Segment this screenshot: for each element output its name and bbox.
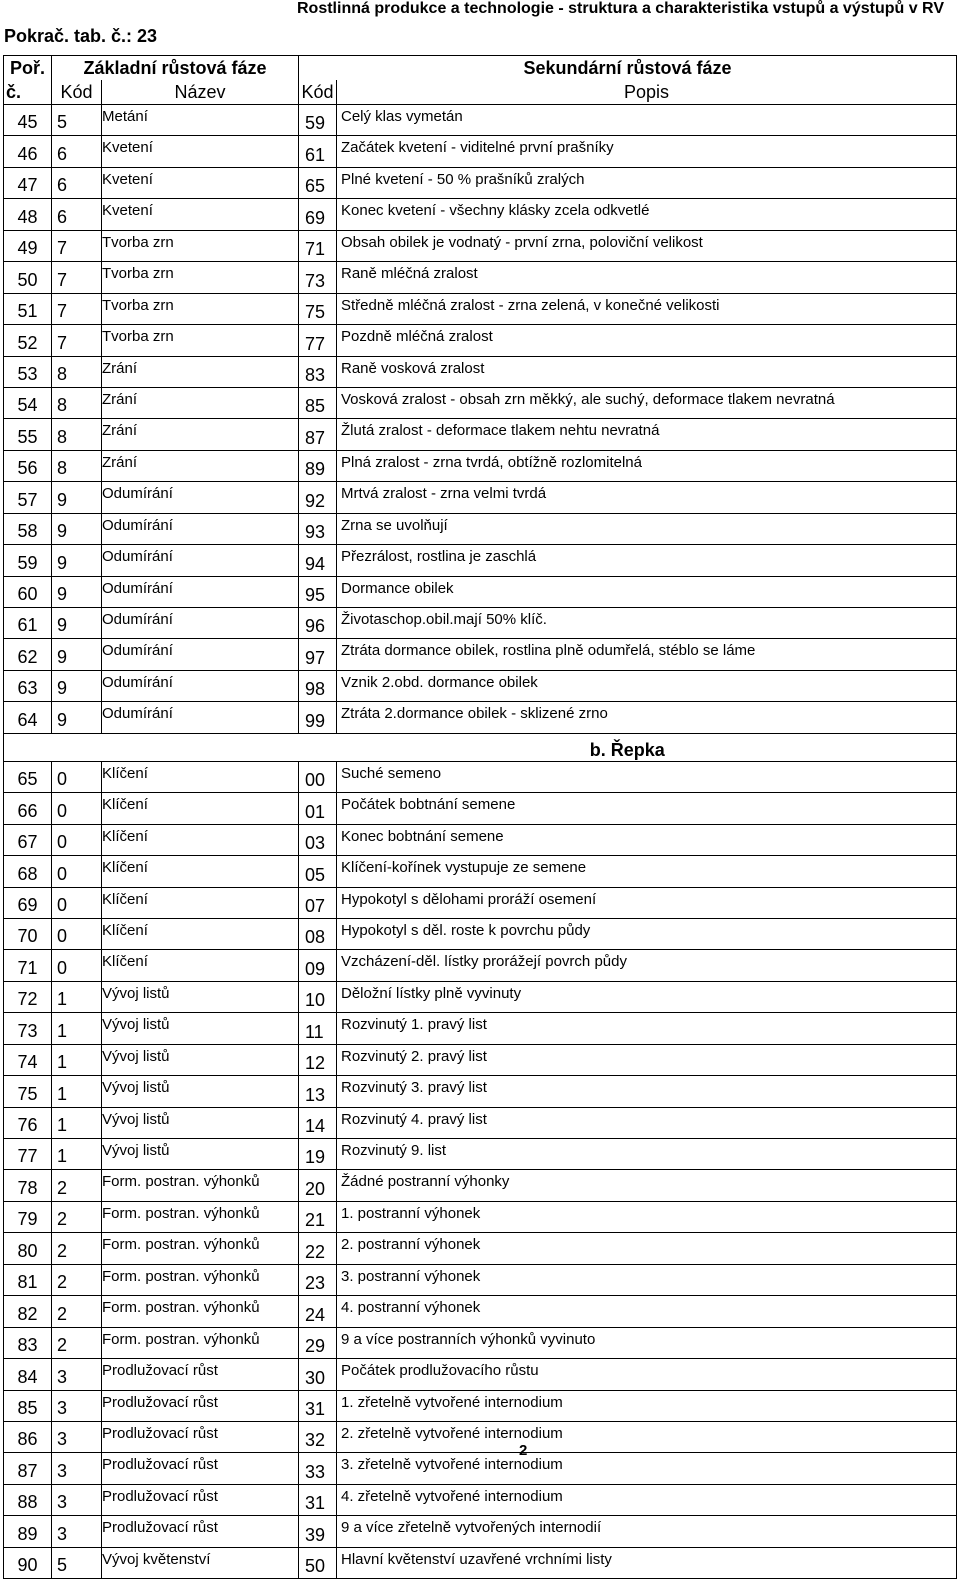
- section-title: b. Řepka: [299, 733, 957, 761]
- secondary-description: Rozvinutý 9. list: [337, 1139, 957, 1170]
- secondary-code: 23: [299, 1264, 337, 1295]
- table-row: [4, 1453, 957, 1484]
- phase-name: Klíčení: [102, 856, 299, 887]
- table-row: [4, 981, 957, 1012]
- secondary-code: 33: [299, 1453, 337, 1484]
- table-row: [4, 1201, 957, 1232]
- row-number: 64: [4, 702, 52, 733]
- table-row: [4, 230, 957, 261]
- secondary-code: 85: [299, 387, 337, 418]
- phase-code: 9: [52, 608, 102, 639]
- row-number: 63: [4, 670, 52, 701]
- secondary-description: Rozvinutý 4. pravý list: [337, 1107, 957, 1138]
- secondary-code: 95: [299, 576, 337, 607]
- table-row: [4, 702, 957, 733]
- phase-code: 0: [52, 761, 102, 792]
- secondary-description: 9 a více zřetelně vytvořených internodií: [337, 1516, 957, 1547]
- phase-code: 1: [52, 1044, 102, 1075]
- phase-name: Tvorba zrn: [102, 325, 299, 356]
- table-row: [4, 608, 957, 639]
- phase-code: 0: [52, 887, 102, 918]
- secondary-code: 93: [299, 513, 337, 544]
- phase-name: Zrání: [102, 450, 299, 481]
- secondary-description: Přezrálost, rostlina je zaschlá: [337, 545, 957, 576]
- row-number: 52: [4, 325, 52, 356]
- section-spacer: [4, 733, 299, 761]
- secondary-description: Mrtvá zralost - zrna velmi tvrdá: [337, 482, 957, 513]
- phase-name: Kvetení: [102, 199, 299, 230]
- row-number: 49: [4, 230, 52, 261]
- phase-name: Form. postran. výhonků: [102, 1327, 299, 1358]
- phase-name: Prodlužovací růst: [102, 1484, 299, 1515]
- phase-code: 0: [52, 918, 102, 949]
- row-number: 61: [4, 608, 52, 639]
- phase-name: Vývoj listů: [102, 981, 299, 1012]
- secondary-description: Konec bobtnání semene: [337, 824, 957, 855]
- secondary-description: Plná zralost - zrna tvrdá, obtížně rozlomitelná: [337, 450, 957, 481]
- row-number: 78: [4, 1170, 52, 1201]
- phase-code: 9: [52, 576, 102, 607]
- table-row: [4, 1327, 957, 1358]
- secondary-description: Konec kvetení - všechny klásky zcela odkvetlé: [337, 199, 957, 230]
- document-header-title: Rostlinná produkce a technologie - struktura a charakteristika vstupů a výstupů v RV: [297, 0, 944, 17]
- row-number: 53: [4, 356, 52, 387]
- secondary-description: Rozvinutý 2. pravý list: [337, 1044, 957, 1075]
- secondary-code: 21: [299, 1201, 337, 1232]
- secondary-code: 89: [299, 450, 337, 481]
- secondary-code: 09: [299, 950, 337, 981]
- secondary-description: Pozdně mléčná zralost: [337, 325, 957, 356]
- row-number: 76: [4, 1107, 52, 1138]
- header-por: Poř.: [4, 56, 52, 81]
- phase-name: Odumírání: [102, 576, 299, 607]
- row-number: 85: [4, 1390, 52, 1421]
- phase-code: 3: [52, 1516, 102, 1547]
- secondary-code: 10: [299, 981, 337, 1012]
- row-number: 70: [4, 918, 52, 949]
- row-number: 88: [4, 1484, 52, 1515]
- phase-code: 9: [52, 702, 102, 733]
- secondary-description: 2. postranní výhonek: [337, 1233, 957, 1264]
- phase-name: Form. postran. výhonků: [102, 1296, 299, 1327]
- phase-name: Vývoj listů: [102, 1076, 299, 1107]
- header-cislo: č.: [4, 80, 52, 105]
- table-row: [4, 450, 957, 481]
- phase-name: Zrání: [102, 387, 299, 418]
- phase-name: Klíčení: [102, 950, 299, 981]
- table-row: [4, 1170, 957, 1201]
- row-number: 75: [4, 1076, 52, 1107]
- row-number: 54: [4, 387, 52, 418]
- secondary-description: Obsah obilek je vodnatý - první zrna, poloviční velikost: [337, 230, 957, 261]
- phase-code: 2: [52, 1233, 102, 1264]
- row-number: 84: [4, 1359, 52, 1390]
- table-row: [4, 545, 957, 576]
- secondary-code: 77: [299, 325, 337, 356]
- phase-name: Form. postran. výhonků: [102, 1170, 299, 1201]
- row-number: 65: [4, 761, 52, 792]
- secondary-description: Suché semeno: [337, 761, 957, 792]
- phase-code: 6: [52, 199, 102, 230]
- secondary-code: 00: [299, 761, 337, 792]
- phase-code: 9: [52, 639, 102, 670]
- phase-name: Odumírání: [102, 702, 299, 733]
- secondary-description: Rozvinutý 1. pravý list: [337, 1013, 957, 1044]
- table-row: [4, 670, 957, 701]
- phase-code: 5: [52, 1547, 102, 1578]
- row-number: 56: [4, 450, 52, 481]
- phase-code: 8: [52, 419, 102, 450]
- secondary-description: Hypokotyl s děl. roste k povrchu půdy: [337, 918, 957, 949]
- table-row: [4, 105, 957, 136]
- table-row: [4, 325, 957, 356]
- row-number: 72: [4, 981, 52, 1012]
- phase-code: 2: [52, 1296, 102, 1327]
- table-row: [4, 1421, 957, 1452]
- secondary-description: Počátek bobtnání semene: [337, 793, 957, 824]
- secondary-code: 13: [299, 1076, 337, 1107]
- table-row: [4, 167, 957, 198]
- secondary-description: Středně mléčná zralost - zrna zelená, v konečné velikosti: [337, 293, 957, 324]
- phase-name: Odumírání: [102, 545, 299, 576]
- phase-name: Tvorba zrn: [102, 262, 299, 293]
- secondary-code: 71: [299, 230, 337, 261]
- secondary-description: Raně mléčná zralost: [337, 262, 957, 293]
- secondary-description: Žlutá zralost - deformace tlakem nehtu nevratná: [337, 419, 957, 450]
- table-row: [4, 136, 957, 167]
- table-row: [4, 887, 957, 918]
- secondary-description: 2. zřetelně vytvořené internodium: [337, 1421, 957, 1452]
- table-row: [4, 387, 957, 418]
- row-number: 67: [4, 824, 52, 855]
- secondary-code: 96: [299, 608, 337, 639]
- table-row: [4, 1264, 957, 1295]
- row-number: 57: [4, 482, 52, 513]
- secondary-description: Celý klas vymetán: [337, 105, 957, 136]
- secondary-code: 14: [299, 1107, 337, 1138]
- phase-code: 2: [52, 1327, 102, 1358]
- secondary-description: 1. postranní výhonek: [337, 1201, 957, 1232]
- row-number: 73: [4, 1013, 52, 1044]
- table-row: [4, 918, 957, 949]
- phase-code: 9: [52, 670, 102, 701]
- row-number: 71: [4, 950, 52, 981]
- table-row: [4, 1076, 957, 1107]
- secondary-code: 31: [299, 1390, 337, 1421]
- secondary-code: 65: [299, 167, 337, 198]
- secondary-description: 3. postranní výhonek: [337, 1264, 957, 1295]
- table-row: [4, 761, 957, 792]
- phase-code: 8: [52, 450, 102, 481]
- secondary-description: Hypokotyl s dělohami proráží osemení: [337, 887, 957, 918]
- phase-code: 7: [52, 325, 102, 356]
- phase-code: 0: [52, 824, 102, 855]
- phase-code: 3: [52, 1453, 102, 1484]
- secondary-code: 29: [299, 1327, 337, 1358]
- phase-name: Tvorba zrn: [102, 293, 299, 324]
- table-row: [4, 1107, 957, 1138]
- row-number: 83: [4, 1327, 52, 1358]
- phase-name: Prodlužovací růst: [102, 1453, 299, 1484]
- row-number: 82: [4, 1296, 52, 1327]
- secondary-description: Vznik 2.obd. dormance obilek: [337, 670, 957, 701]
- row-number: 62: [4, 639, 52, 670]
- row-number: 81: [4, 1264, 52, 1295]
- secondary-description: Plné kvetení - 50 % prašníků zralých: [337, 167, 957, 198]
- phase-code: 2: [52, 1201, 102, 1232]
- secondary-code: 83: [299, 356, 337, 387]
- table-row: [4, 576, 957, 607]
- secondary-code: 75: [299, 293, 337, 324]
- table-row: [4, 1484, 957, 1515]
- secondary-description: Žádné postranní výhonky: [337, 1170, 957, 1201]
- secondary-description: 1. zřetelně vytvořené internodium: [337, 1390, 957, 1421]
- phase-code: 7: [52, 230, 102, 261]
- secondary-code: 11: [299, 1013, 337, 1044]
- secondary-code: 73: [299, 262, 337, 293]
- phase-code: 1: [52, 1013, 102, 1044]
- table-row: [4, 793, 957, 824]
- secondary-code: 59: [299, 105, 337, 136]
- secondary-code: 08: [299, 918, 337, 949]
- row-number: 74: [4, 1044, 52, 1075]
- row-number: 45: [4, 105, 52, 136]
- phase-name: Form. postran. výhonků: [102, 1201, 299, 1232]
- phase-name: Klíčení: [102, 824, 299, 855]
- row-number: 59: [4, 545, 52, 576]
- secondary-code: 97: [299, 639, 337, 670]
- phase-code: 9: [52, 482, 102, 513]
- growth-stage-table: [3, 55, 957, 1579]
- row-number: 66: [4, 793, 52, 824]
- table-row: [4, 1233, 957, 1264]
- header-secondary-phase: Sekundární růstová fáze: [299, 56, 957, 81]
- secondary-description: 9 a více postranních výhonků vyvinuto: [337, 1327, 957, 1358]
- secondary-description: 4. zřetelně vytvořené internodium: [337, 1484, 957, 1515]
- phase-code: 0: [52, 793, 102, 824]
- phase-code: 7: [52, 293, 102, 324]
- row-number: 68: [4, 856, 52, 887]
- phase-name: Zrání: [102, 356, 299, 387]
- secondary-code: 69: [299, 199, 337, 230]
- phase-name: Odumírání: [102, 482, 299, 513]
- secondary-description: Děložní lístky plně vyvinuty: [337, 981, 957, 1012]
- secondary-description: Počátek prodlužovacího růstu: [337, 1359, 957, 1390]
- phase-name: Form. postran. výhonků: [102, 1264, 299, 1295]
- secondary-code: 50: [299, 1547, 337, 1578]
- secondary-code: 03: [299, 824, 337, 855]
- table-row: [4, 1296, 957, 1327]
- phase-code: 0: [52, 950, 102, 981]
- phase-name: Form. postran. výhonků: [102, 1233, 299, 1264]
- table-row: [4, 950, 957, 981]
- phase-name: Kvetení: [102, 167, 299, 198]
- table-row: [4, 356, 957, 387]
- phase-code: 3: [52, 1359, 102, 1390]
- secondary-code: 99: [299, 702, 337, 733]
- phase-code: 8: [52, 356, 102, 387]
- secondary-description: 3. zřetelně vytvořené internodium: [337, 1453, 957, 1484]
- table-row: [4, 1139, 957, 1170]
- phase-name: Odumírání: [102, 608, 299, 639]
- secondary-code: 07: [299, 887, 337, 918]
- phase-name: Odumírání: [102, 513, 299, 544]
- secondary-code: 12: [299, 1044, 337, 1075]
- table-row: [4, 639, 957, 670]
- secondary-code: 22: [299, 1233, 337, 1264]
- phase-code: 7: [52, 262, 102, 293]
- phase-name: Klíčení: [102, 918, 299, 949]
- secondary-description: Začátek kvetení - viditelné první prašníky: [337, 136, 957, 167]
- secondary-code: 19: [299, 1139, 337, 1170]
- secondary-description: Životaschop.obil.mají 50% klíč.: [337, 608, 957, 639]
- secondary-description: Vosková zralost - obsah zrn měkký, ale suchý, deformace tlakem nevratná: [337, 387, 957, 418]
- secondary-code: 92: [299, 482, 337, 513]
- phase-code: 1: [52, 1076, 102, 1107]
- table-row: [4, 293, 957, 324]
- phase-code: 6: [52, 136, 102, 167]
- table-row: [4, 824, 957, 855]
- row-number: 51: [4, 293, 52, 324]
- phase-name: Klíčení: [102, 793, 299, 824]
- secondary-description: Vzcházení-děl. lístky prorážejí povrch půdy: [337, 950, 957, 981]
- phase-code: 5: [52, 105, 102, 136]
- phase-name: Metání: [102, 105, 299, 136]
- phase-name: Zrání: [102, 419, 299, 450]
- header-basic-phase: Základní růstová fáze: [52, 56, 299, 81]
- phase-code: 1: [52, 981, 102, 1012]
- phase-name: Klíčení: [102, 887, 299, 918]
- secondary-code: 94: [299, 545, 337, 576]
- row-number: 69: [4, 887, 52, 918]
- phase-name: Prodlužovací růst: [102, 1390, 299, 1421]
- phase-code: 1: [52, 1107, 102, 1138]
- table-row: [4, 856, 957, 887]
- phase-name: Odumírání: [102, 670, 299, 701]
- row-number: 48: [4, 199, 52, 230]
- row-number: 89: [4, 1516, 52, 1547]
- secondary-description: Klíčení-kořínek vystupuje ze semene: [337, 856, 957, 887]
- row-number: 87: [4, 1453, 52, 1484]
- phase-code: 3: [52, 1421, 102, 1452]
- phase-name: Vývoj listů: [102, 1013, 299, 1044]
- table-row: [4, 1359, 957, 1390]
- row-number: 50: [4, 262, 52, 293]
- secondary-description: Ztráta 2.dormance obilek - sklizené zrno: [337, 702, 957, 733]
- phase-name: Klíčení: [102, 761, 299, 792]
- secondary-code: 05: [299, 856, 337, 887]
- secondary-description: Ztráta dormance obilek, rostlina plně odumřelá, stéblo se láme: [337, 639, 957, 670]
- phase-code: 6: [52, 167, 102, 198]
- phase-code: 3: [52, 1390, 102, 1421]
- section-row: [4, 733, 957, 761]
- phase-code: 1: [52, 1139, 102, 1170]
- table-row: [4, 419, 957, 450]
- secondary-code: 20: [299, 1170, 337, 1201]
- table-continuation-label: Pokrač. tab. č.: 23: [4, 26, 158, 46]
- phase-code: 3: [52, 1484, 102, 1515]
- phase-name: Vývoj listů: [102, 1107, 299, 1138]
- table-row: [4, 199, 957, 230]
- header-row-2: [4, 80, 957, 105]
- phase-code: 2: [52, 1264, 102, 1295]
- phase-name: Vývoj květenství: [102, 1547, 299, 1578]
- row-number: 77: [4, 1139, 52, 1170]
- header-popis: Popis: [337, 80, 957, 105]
- table-row: [4, 482, 957, 513]
- table-row: [4, 513, 957, 544]
- secondary-description: Raně vosková zralost: [337, 356, 957, 387]
- row-number: 80: [4, 1233, 52, 1264]
- table-row: [4, 1547, 957, 1578]
- phase-name: Kvetení: [102, 136, 299, 167]
- secondary-code: 98: [299, 670, 337, 701]
- phase-name: Vývoj listů: [102, 1139, 299, 1170]
- table-row: [4, 262, 957, 293]
- phase-code: 2: [52, 1170, 102, 1201]
- header-kod: Kód: [52, 80, 102, 105]
- table-row: [4, 1516, 957, 1547]
- secondary-description: 4. postranní výhonek: [337, 1296, 957, 1327]
- page-number: 2: [519, 1442, 528, 1459]
- secondary-description: Hlavní květenství uzavřené vrchními listy: [337, 1547, 957, 1578]
- phase-code: 8: [52, 387, 102, 418]
- secondary-code: 01: [299, 793, 337, 824]
- secondary-description: Dormance obilek: [337, 576, 957, 607]
- phase-code: 9: [52, 545, 102, 576]
- table-row: [4, 1390, 957, 1421]
- phase-code: 0: [52, 856, 102, 887]
- row-number: 60: [4, 576, 52, 607]
- phase-name: Odumírání: [102, 639, 299, 670]
- row-number: 47: [4, 167, 52, 198]
- secondary-description: Rozvinutý 3. pravý list: [337, 1076, 957, 1107]
- row-number: 58: [4, 513, 52, 544]
- table-row: [4, 1044, 957, 1075]
- header-kod-secondary: Kód: [299, 80, 337, 105]
- phase-code: 9: [52, 513, 102, 544]
- secondary-code: 30: [299, 1359, 337, 1390]
- phase-name: Prodlužovací růst: [102, 1516, 299, 1547]
- secondary-code: 39: [299, 1516, 337, 1547]
- secondary-code: 32: [299, 1421, 337, 1452]
- phase-name: Vývoj listů: [102, 1044, 299, 1075]
- row-number: 46: [4, 136, 52, 167]
- secondary-code: 61: [299, 136, 337, 167]
- row-number: 79: [4, 1201, 52, 1232]
- secondary-code: 87: [299, 419, 337, 450]
- secondary-code: 24: [299, 1296, 337, 1327]
- secondary-code: 31: [299, 1484, 337, 1515]
- row-number: 55: [4, 419, 52, 450]
- row-number: 90: [4, 1547, 52, 1578]
- phase-name: Prodlužovací růst: [102, 1421, 299, 1452]
- header-row-1: [4, 56, 957, 81]
- table-row: [4, 1013, 957, 1044]
- row-number: 86: [4, 1421, 52, 1452]
- secondary-description: Zrna se uvolňují: [337, 513, 957, 544]
- phase-name: Tvorba zrn: [102, 230, 299, 261]
- phase-name: Prodlužovací růst: [102, 1359, 299, 1390]
- header-nazev: Název: [102, 80, 299, 105]
